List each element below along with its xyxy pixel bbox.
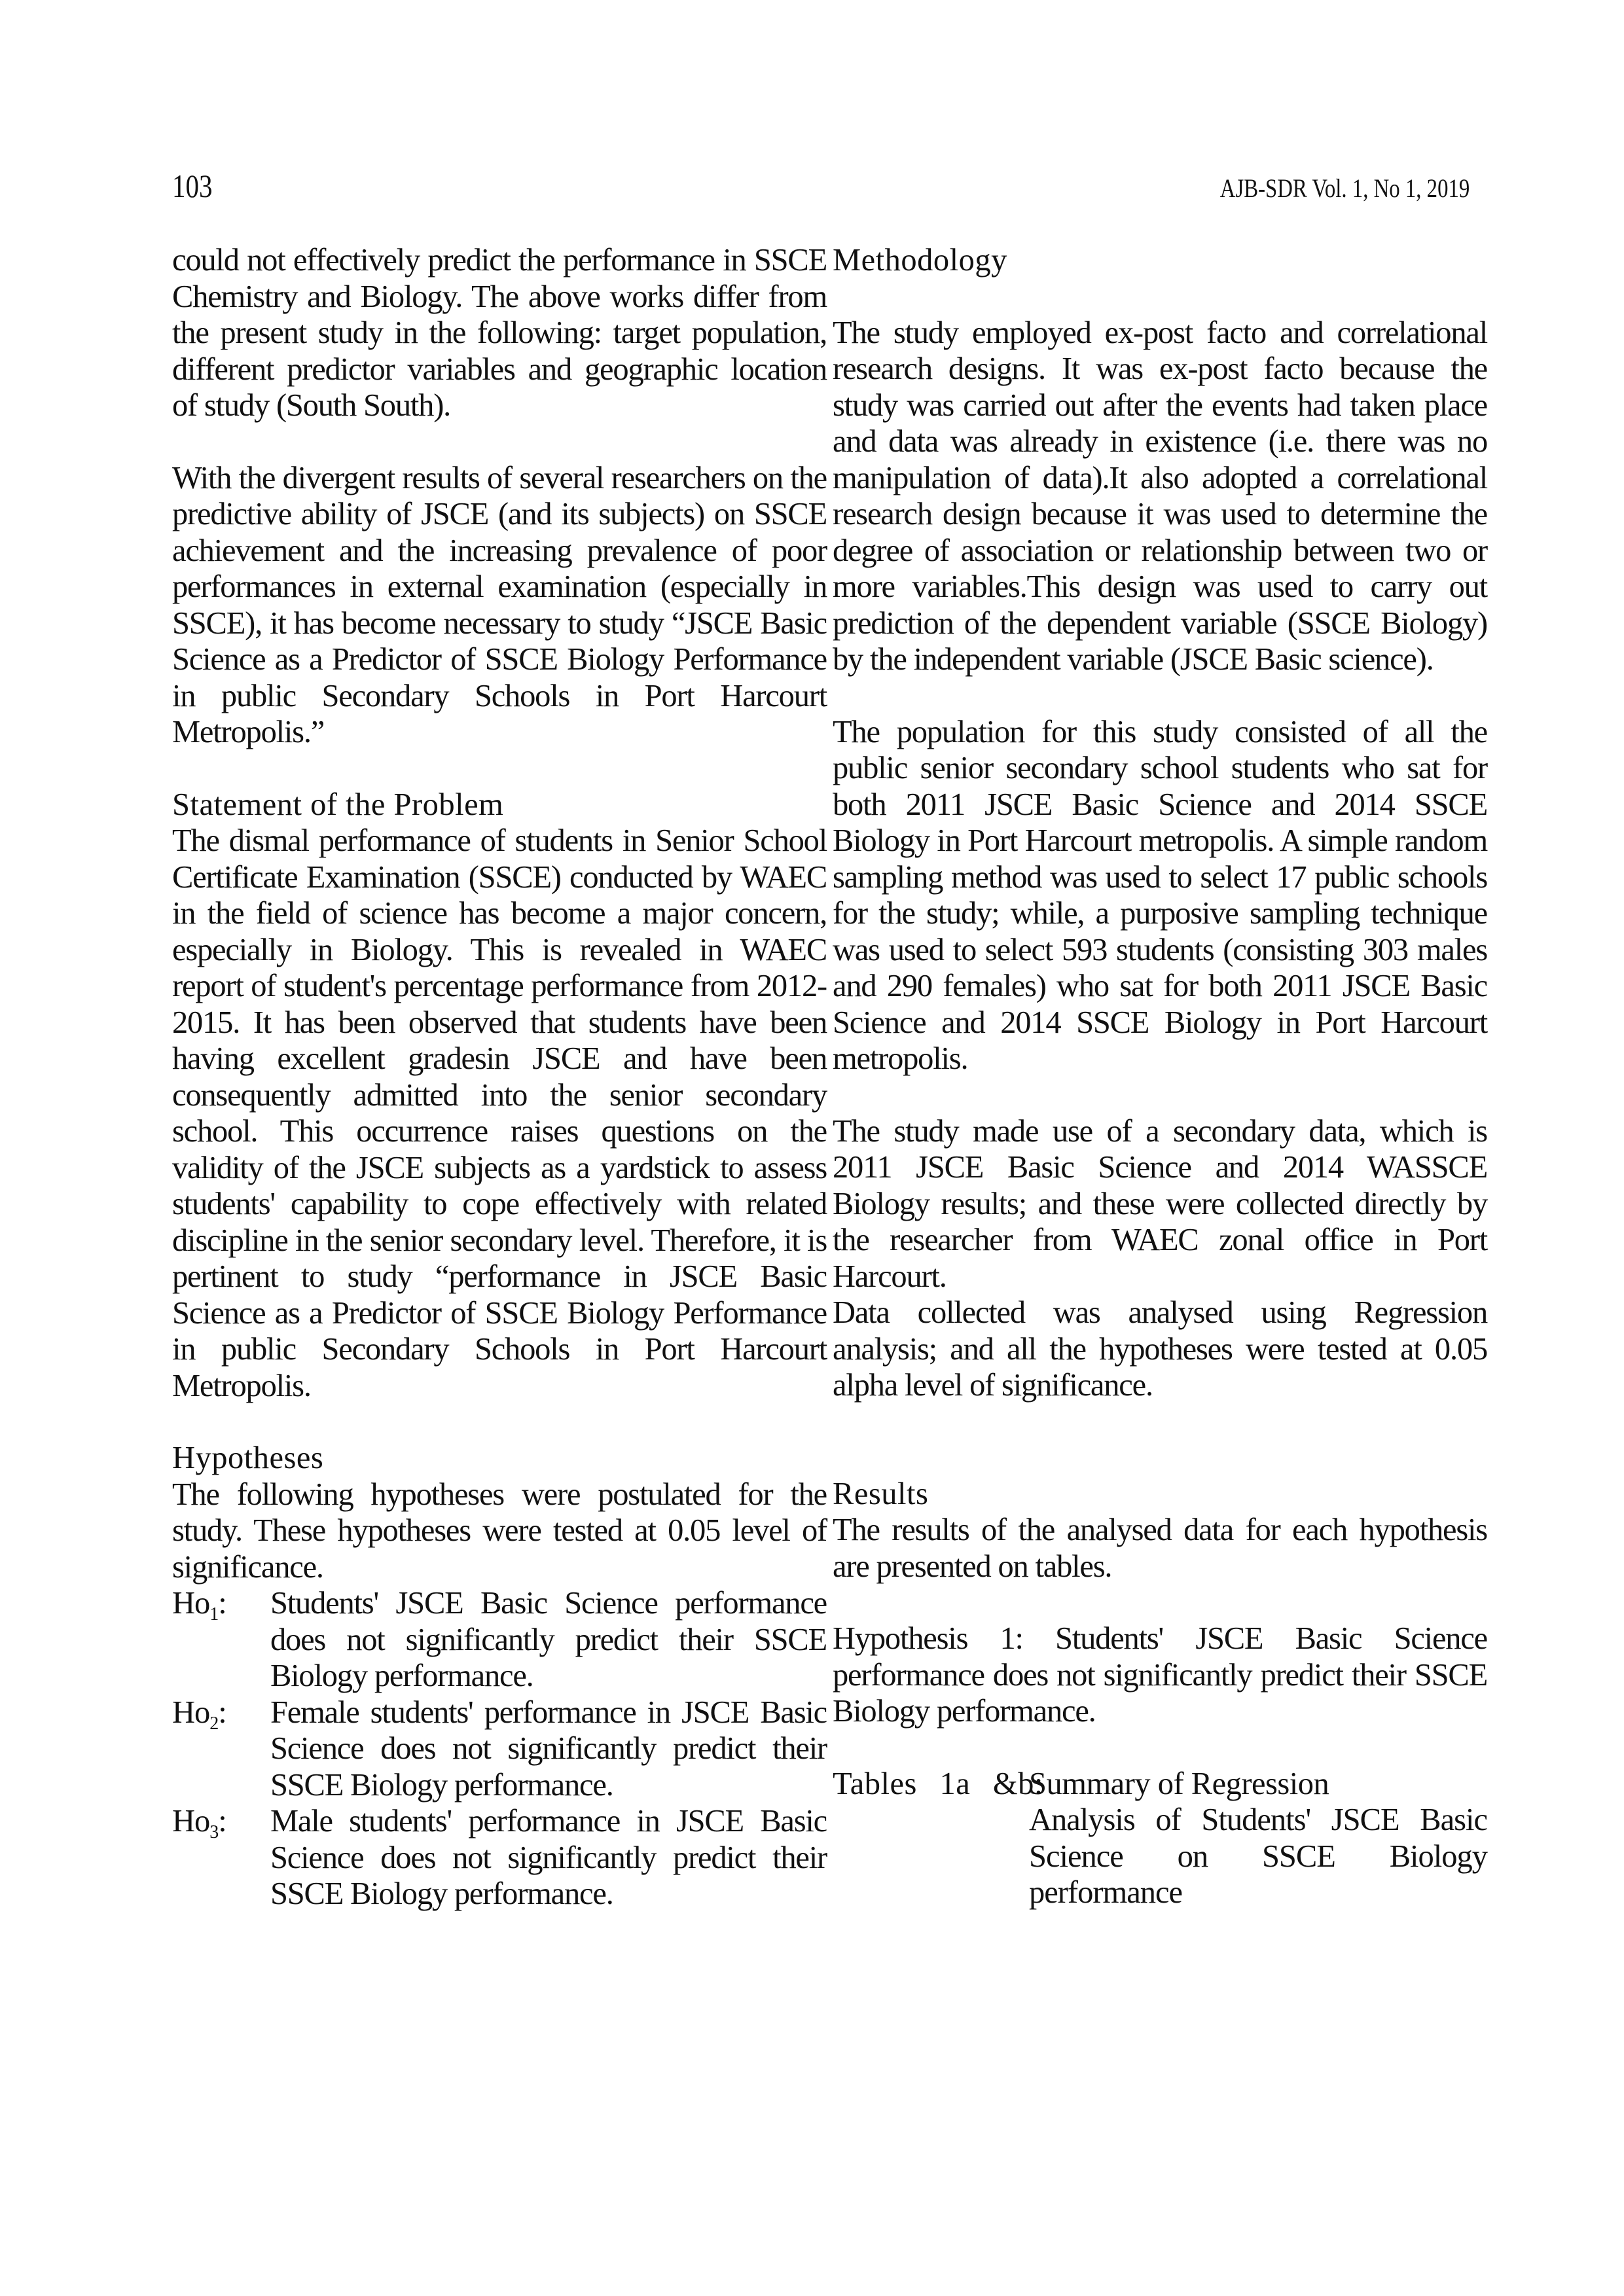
hypothesis-item bbox=[172, 1585, 827, 1695]
hypothesis-label: $Ho_1$: bbox=[172, 1586, 226, 1624]
table-caption bbox=[833, 1766, 1487, 1803]
problem-paragraph: The dismal performance of students in Senior School Certificate Examination (SSCE) conducted by WAEC in the field of science has become a major concern, especially in Biology. This is revealed in WAEC report of student's percentage performance from 2012-2015. It has been observed that students have been having excellent gradesin JSCE and have been consequently admitted into the senior secondary school. This occurrence raises questions on the validity of the JSCE subjects as a yardstick to assess students' capability to cope effectively with related discipline in the senior secondary level. Therefore, it is pertinent to study “performance in JSCE Basic Science as a Predictor of SSCE Biology Performance in public Secondary Schools in Port Harcourt Metropolis. bbox=[172, 823, 827, 1403]
results-paragraph: The results of the analysed data for each hypothesis are presented on tables. bbox=[833, 1513, 1487, 1584]
methodology-heading: Methodology bbox=[833, 243, 1007, 278]
journal-citation: AJB-SDR Vol. 1, No 1, 2019 bbox=[1219, 173, 1470, 203]
page-number: 103 bbox=[172, 168, 213, 204]
population-paragraph: The population for this study consisted of all the public senior secondary school students who sat for both 2011 JSCE Basic Science and 2014 SSCE Biology in Port Harcourt metropolis. A simple random sampling method was used to select 17 public schools for the study; while, a purposive sampling technique was used to select 593 students (consisting 303 males and 290 females) who sat for both 2011 JSCE Basic Science and 2014 SSCE Biology in Port Harcourt metropolis. bbox=[833, 714, 1487, 1076]
hypothesis-label: $Ho_2$: bbox=[172, 1695, 226, 1734]
left-column bbox=[172, 242, 827, 1912]
page-header bbox=[172, 167, 1470, 205]
intro-paragraph: could not effectively predict the performance in SSCE Chemistry and Biology. The above works differ from the present study in the following: target population, different predictor variables and geographic location of study (South South). bbox=[172, 243, 827, 423]
right-column bbox=[833, 242, 1487, 1911]
analysis-paragraph: Data collected was analysed using Regression analysis; and all the hypotheses were tested at 0.05 alpha level of significance. bbox=[833, 1295, 1487, 1403]
hypothesis-text: Students' JSCE Basic Science performance does not significantly predict their SSCE Biology performance. bbox=[270, 1586, 827, 1693]
table-caption-label: Tables 1a &b: bbox=[833, 1766, 1043, 1801]
methodology-paragraph: The study employed ex-post facto and correlational research designs. It was ex-post facto because the study was carried out after the events had taken place and data was already in existence (i.e. there was no manipulation of data).It also adopted a correlational research design because it was used to determine the degree of association or relationship between two or more variables.This design was used to carry out prediction of the dependent variable (SSCE Biology) by the independent variable (JSCE Basic science). bbox=[833, 315, 1487, 677]
hypotheses-intro: The following hypotheses were postulated for the study. These hypotheses were tested at 0.05 level of significance. bbox=[172, 1477, 827, 1585]
hypothesis-1-paragraph: Hypothesis 1: Students' JSCE Basic Science performance does not significantly predict their SSCE Biology performance. bbox=[833, 1621, 1487, 1729]
table-caption-continuation bbox=[833, 1802, 1487, 1911]
hypothesis-label: $Ho_3$: bbox=[172, 1804, 226, 1842]
hypothesis-text: Female students' performance in JSCE Basic Science does not significantly predict their SSCE Biology performance. bbox=[270, 1695, 827, 1803]
table-caption-text: Analysis of Students' JSCE Basic Science on SSCE Biology performance bbox=[1029, 1803, 1487, 1910]
hypotheses-heading: Hypotheses bbox=[172, 1441, 324, 1475]
divergent-results-paragraph: With the divergent results of several researchers on the predictive ability of JSCE (and its subjects) on SSCE achievement and the increasing prevalence of poor performances in external examination (especially in SSCE), it has become necessary to study “JSCE Basic Science as a Predictor of SSCE Biology Performance in public Secondary Schools in Port Harcourt Metropolis.” bbox=[172, 460, 827, 749]
results-heading: Results bbox=[833, 1476, 929, 1511]
table-caption-first-line: Summary of Regression bbox=[1029, 1766, 1329, 1801]
hypothesis-text: Male students' performance in JSCE Basic Science does not significantly predict their SSCE Biology performance. bbox=[270, 1804, 827, 1911]
hypothesis-item bbox=[172, 1695, 827, 1804]
hypothesis-item bbox=[172, 1803, 827, 1912]
problem-heading: Statement of the Problem bbox=[172, 787, 504, 822]
data-source-paragraph: The study made use of a secondary data, which is 2011 JSCE Basic Science and 2014 WASSCE Biology results; and these were collected directly by the researcher from WAEC zonal office in Port Harcourt. bbox=[833, 1113, 1487, 1294]
